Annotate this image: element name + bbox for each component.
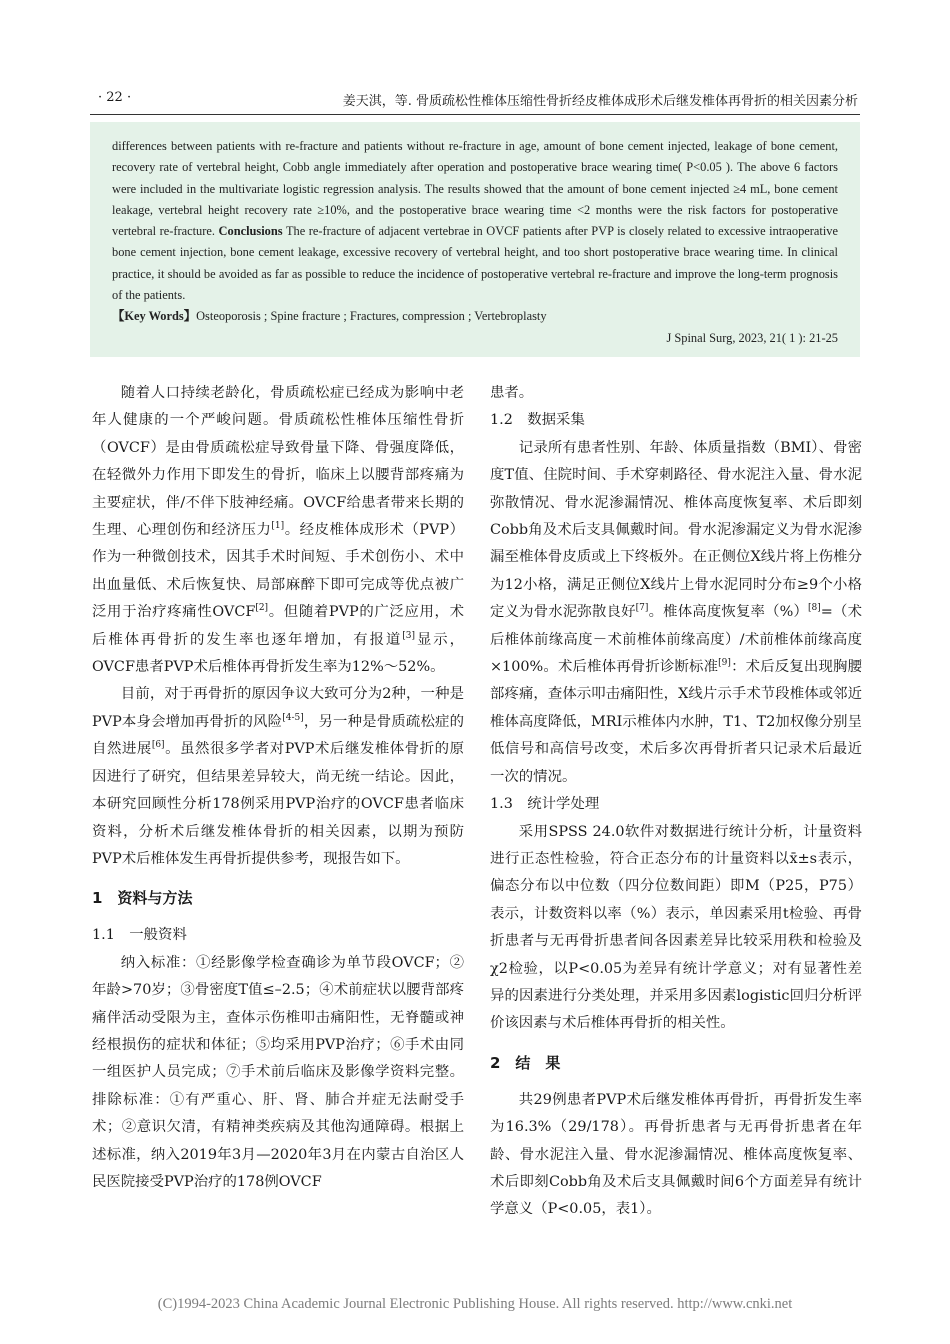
section-heading-2: 2 结 果 bbox=[490, 1053, 561, 1072]
ref-9: [9] bbox=[718, 658, 731, 669]
running-title: 姜天淇，等. 骨质疏松性椎体压缩性骨折经皮椎体成形术后继发椎体再骨折的相关因素分析 bbox=[342, 94, 858, 109]
english-abstract-box bbox=[90, 122, 860, 357]
right-column bbox=[490, 380, 862, 1224]
keywords-text: Osteoporosis ; Spine fracture ; Fractures, compression ; Vertebroplasty bbox=[196, 309, 547, 324]
running-header bbox=[90, 86, 858, 112]
text: 。但随着PVP的广泛应用，术后椎体再骨折的发生率也逐年增加，有报道 bbox=[92, 604, 464, 648]
text: 目前，对于再骨折的原因争议大致可分为2种，一种是PVP本身会增加再骨折的风险 bbox=[92, 686, 464, 730]
ref-3: [3] bbox=[402, 630, 415, 641]
text: 。经皮椎体成形术（PVP）作为一种微创技术，因其手术时间短、手术创伤小、术中出血量低、术后恢复快、局部麻醉下即可完成等优点被广泛用于治疗疼痛性OVCF bbox=[92, 522, 464, 621]
intro-paragraph-1 bbox=[92, 380, 464, 681]
page-number: · 22 · bbox=[98, 90, 132, 105]
text: 。椎体高度恢复率（%） bbox=[648, 604, 809, 621]
ref-1: [1] bbox=[271, 521, 285, 532]
text: 随着人口持续老龄化，骨质疏松症已经成为影响中老年人健康的一个严峻问题。骨质疏松性椎体压缩性骨折（OVCF）是由骨质疏松症导致骨量下降、骨强度降低，在轻微外力作用下即发生的骨折，临床上以腰背部疼痛为主要症状，伴/不伴下肢神经痛。OVCF给患者带来长期的生理、心理创伤和经济压力 bbox=[92, 385, 464, 539]
ref-7: [7] bbox=[635, 603, 649, 614]
abstract-results-text: differences between patients with re-fracture and patients without re-fracture in age, amount of bone cement injected, leakage of bone cement, recovery rate of vertebral height, Cobb angle immediately after operation and postoperative brace wearing time( P<0.05 ). The above 6 factors were included in the multivariate logistic regression analysis. The results showed that the amount of bone cement injected ≥4 mL, bone cement leakage, vertebral height recovery rate ≥10%, and the postoperative brace wearing time <2 months were the risk factors for postoperative vertebral re-fracture. bbox=[112, 139, 838, 239]
keywords-label: 【Key Words】 bbox=[112, 309, 197, 324]
conclusions-label: Conclusions bbox=[218, 224, 283, 239]
text: ：术后反复出现胸腰部疼痛，查体示叩击痛阳性，X线片示手术节段椎体或邻近椎体高度降低，MRI示椎体内水肿，T1、T2加权像分别呈低信号和高信号改变，术后多次再骨折者只记录术后最近一次的情况。 bbox=[490, 659, 862, 785]
text: =（术后椎体前缘高度－术前椎体前缘高度）/术前椎体前缘高度×100%。术后椎体再骨折诊断标准 bbox=[490, 604, 862, 676]
text: 显示，OVCF患者PVP术后椎体再骨折发生率为12%～52%。 bbox=[92, 631, 464, 676]
copyright-footer: (C)1994-2023 China Academic Journal Electronic Publishing House. All rights reserved. http://www.cnki.net bbox=[157, 1296, 793, 1312]
ref-8: [8] bbox=[808, 603, 821, 614]
statistics-paragraph: 采用SPSS 24.0软件对数据进行统计分析，计量资料进行正态性检验，符合正态分布的计量资料以x̄±s表示，偏态分布以中位数（四分位数间距）即M（P25，P75）表示，计数资料以率（%）表示，单因素采用t检验、再骨折患者与无再骨折患者间各因素差异比较采用秩和检验及χ2检验，以P<0.05为差异有统计学意义；对有显著性差异的因素进行分类处理，并采用多因素logistic回归分析评价该因素与术后椎体再骨折的相关性。 bbox=[490, 823, 862, 1032]
section-heading-1: 1 资料与方法 bbox=[92, 889, 193, 908]
journal-citation: J Spinal Surg, 2023, 21( 1 ): 21-25 bbox=[666, 330, 838, 345]
text: 。虽然很多学者对PVP术后继发椎体骨折的原因进行了研究，但结果差异较大，尚无统一结论。因此，本研究回顾性分析178例采用PVP治疗的OVCF患者临床资料，分析术后继发椎体骨折的相关因素，以期为预防PVP术后椎体发生再骨折提供参考，现报告如下。 bbox=[92, 741, 464, 867]
ref-4-5: [4-5] bbox=[282, 713, 304, 724]
criteria-paragraph: 纳入标准：①经影像学检查确诊为单节段OVCF；②年龄>70岁；③骨密度T值≤–2.5；④术前症状以腰背部疼痛伴活动受限为主，查体示伤椎叩击痛阳性，无脊髓或神经根损伤的症状和体征；⑤均采用PVP治疗；⑥手术由同一组医护人员完成；⑦手术前后临床及影像学资料完整。排除标准：①有严重心、肝、肾、肺合并症无法耐受手术；②意识欠清，有精神类疾病及其他沟通障碍。根据上述标准，纳入2019年3月—2020年3月在内蒙古自治区人民医院接受PVP治疗的178例OVCF bbox=[92, 954, 464, 1190]
conclusions-text: The re-fracture of adjacent vertebrae in OVCF patients after PVP is closely related to excessive intraoperative bone cement injection, bone cement leakage, excessive recovery of vertebral height, and too short postoperative brace wearing time. In clinical practice, it should be avoided as far as possible to reduce the incidence of postoperative vertebral re-fracture and improve the long-term prognosis of the patients. bbox=[112, 224, 838, 303]
ref-6: [6] bbox=[151, 740, 165, 751]
ref-2: [2] bbox=[255, 603, 269, 614]
abstract-paragraph bbox=[112, 136, 838, 306]
results-paragraph: 共29例患者PVP术后继发椎体再骨折，再骨折发生率为16.3%（29/178）。再骨折患者与无再骨折患者在年龄、骨水泥注入量、骨水泥渗漏情况、椎体高度恢复率、术后即刻Cobb角及术后支具佩戴时间6个方面差异有统计学意义（P<0.05，表1）。 bbox=[490, 1091, 862, 1218]
header-divider bbox=[90, 114, 860, 115]
keywords-line bbox=[112, 306, 838, 327]
subsection-heading-1-3: 1.3 统计学处理 bbox=[490, 796, 600, 813]
subsection-heading-1-2: 1.2 数据采集 bbox=[490, 412, 585, 429]
continued-text: 患者。 bbox=[490, 385, 534, 401]
left-column bbox=[92, 380, 464, 1196]
subsection-heading-1-1: 1.1 一般资料 bbox=[92, 927, 187, 944]
intro-paragraph-2 bbox=[92, 681, 464, 873]
text: 记录所有患者性别、年龄、体质量指数（BMI）、骨密度T值、住院时间、手术穿刺路径、骨水泥注入量、骨水泥弥散情况、骨水泥渗漏情况、椎体高度恢复率、术后即刻Cobb角及术后支具佩戴时间。骨水泥渗漏定义为骨水泥渗漏至椎体骨皮质或上下终板外。在正侧位X线片将上伤椎分为12小格，满足正侧位X线片上骨水泥同时分布≥9个小格定义为骨水泥弥散良好 bbox=[490, 439, 862, 621]
data-collection-paragraph bbox=[490, 435, 862, 791]
text: ，另一种是骨质疏松症的自然进展 bbox=[92, 713, 464, 758]
